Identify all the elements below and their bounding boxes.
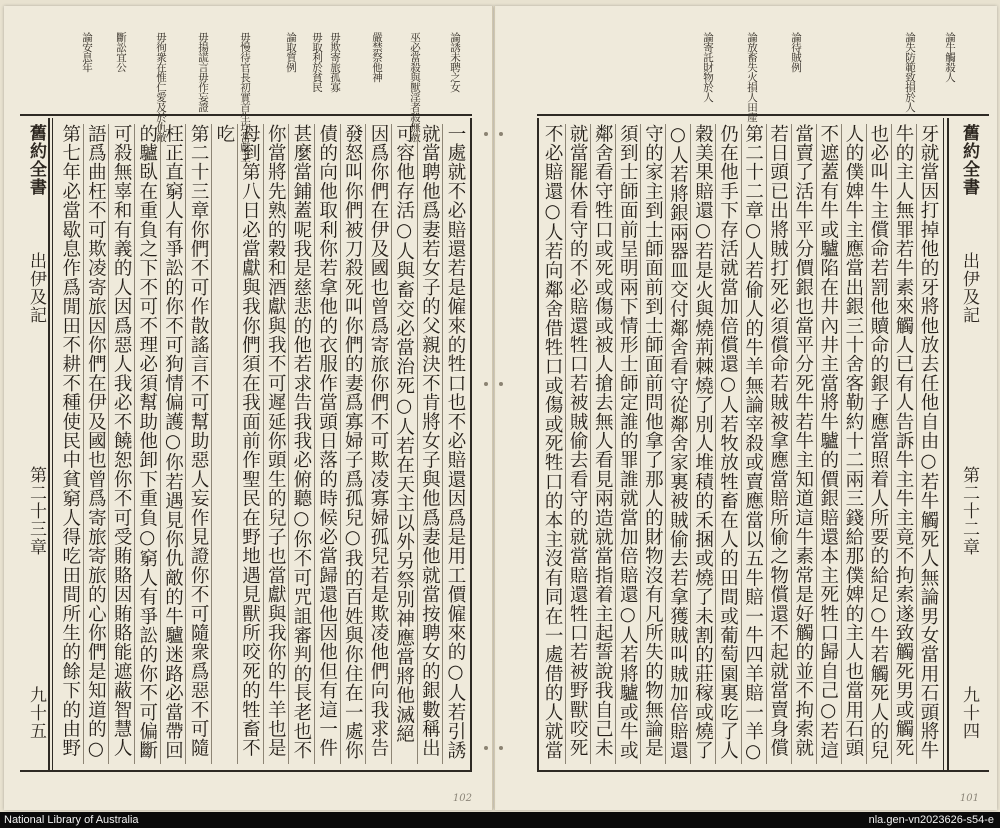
text-column: 若日頭已出將賊打死必須償命若賊被拿應當賠所偷之物償還不起就當賣身償	[766, 124, 791, 764]
right-border	[470, 118, 472, 770]
margin-note: 毋揚謊言毋作妄證	[197, 32, 209, 112]
margin-note: 毋徇衆在惟仁愛及於仇敵	[155, 32, 167, 142]
right-page	[494, 6, 997, 810]
header-rule	[48, 118, 50, 770]
page-number: 九十五	[26, 686, 46, 740]
text-column: 第七年必當歇息作爲閒田不耕不種使民中貧窮人得吃田間所生的餘下的由野	[59, 124, 81, 758]
text-column: 債的向他取利你若拿他的衣服作當頭日落的時候必當歸還他因他但有這一件	[314, 124, 340, 764]
text-column: 須到士師面前呈明兩下情形士師定誰的罪誰就當加倍賠還○人若將驢或牛或	[615, 124, 640, 764]
text-column: 語爲曲枉不可欺凌寄旅因你們在伊及國也曾爲寄旅寄旅的心你們是知道的○	[83, 124, 109, 764]
text-column: ○人若將銀兩器皿交付鄰舍看守從鄰舍家裏被賊偷去若拿獲賊叫賊加倍賠還	[665, 124, 690, 764]
margin-note: 論失防範致損於人	[904, 32, 916, 112]
text-column: 人的僕婢牛主應當出銀三十舍客勒約十二兩三錢給那僕婢的主人也當用石頭	[841, 124, 866, 764]
pencil-folio: 102	[452, 793, 472, 804]
text-column: 不必賠還○人若向鄰舍借牲口或傷或死牲口的本主沒有同在一處借的人就當	[542, 124, 564, 761]
text-columns	[58, 124, 468, 764]
item-identifier: nla.gen-vn2023626-s54-e	[868, 814, 994, 826]
bottom-rule	[20, 770, 472, 772]
book-title: 舊約全書	[959, 124, 979, 196]
binding-hole	[484, 382, 488, 386]
text-column: 一處就不必賠還若是僱來的牲口也不必賠還因爲是用工價僱來的○人若引誘	[442, 124, 468, 764]
archive-footer	[0, 812, 1000, 828]
margin-note: 毋取利於貧民	[311, 32, 323, 92]
text-column: 第二十三章你們不可作散謠言不可幫助惡人妄作見證你不可隨衆爲惡不可隨	[185, 124, 211, 764]
chapter-ref: 出伊及記	[959, 252, 979, 324]
text-column: 就當罷休看守的不必賠還牲口若被賊偷去看守的就當賠還牲口若被野獸咬死	[565, 124, 590, 764]
text-column: 也必叫牛主償命若罰他贖命的銀子應當照着人所要的給足○牛若觸死人的兒	[866, 124, 891, 764]
page-number: 九十四	[959, 686, 979, 740]
text-column: 枉正直窮人有爭訟的你不可狗情偏護○你若遇見你仇敵的牛驢迷路必當帶回	[160, 124, 186, 764]
chapter-number: 第二十三章	[26, 466, 46, 556]
margin-note: 論誘未聘之女	[449, 32, 461, 92]
binding-hole	[499, 746, 503, 750]
binding-hole	[484, 746, 488, 750]
chapter-ref: 出伊及記	[26, 252, 46, 324]
margin-note: 毋慢待官長初實首生均當獻主	[239, 32, 251, 162]
margin-note: 論安息年	[81, 32, 93, 72]
margin-note: 毋欺寄旅孤寡	[329, 32, 341, 92]
text-column: 當賣了活牛平分價銀也當平分死牛若牛主知道這牛素常是好觸的並不拘索就	[791, 124, 816, 764]
book-title: 舊約全書	[26, 124, 46, 196]
left-border	[537, 118, 539, 770]
pencil-folio: 101	[959, 793, 979, 804]
text-columns	[541, 124, 941, 764]
top-rule	[20, 114, 472, 116]
header-rule-inner	[52, 118, 53, 770]
text-column: 穀美果賠還○若是火與燒荊棘燒了別人堆積的禾捆或燒了未割的莊稼或燒了	[690, 124, 715, 764]
header-rule	[947, 118, 949, 770]
header-rule-inner	[943, 118, 944, 770]
text-column: 就當聘他爲妻若女子的父親決不肯將女子與他爲妻他就當按聘女的銀數稱出	[417, 124, 443, 764]
text-column: 不遮蓋有牛或驢陷在井內井主當將牛驢的價銀賠還本主死牲口歸自己○若這	[816, 124, 841, 764]
margin-note: 論寄託財物於人	[702, 32, 714, 102]
margin-note: 巫必當殺與獸淫者殺無赦	[409, 32, 421, 142]
text-column: 因爲你們在伊及國也曾爲寄旅你們不可欺凌寡婦孤兒若是欺凌他們向我求告	[365, 124, 391, 764]
text-column: 發怒叫你們被刀殺死叫你們的妻爲寡婦子爲孤兒○我的百姓與你住在一處你	[340, 124, 366, 764]
text-column: 可容他存活○人與畜交必當治死○人若在天主以外另祭別神應當將他滅絕	[391, 124, 417, 764]
margin-note: 論牛觸殺人	[944, 32, 956, 82]
chapter-number: 第二十二章	[959, 466, 979, 556]
library-credit: National Library of Australia	[4, 814, 139, 826]
binding-hole	[499, 132, 503, 136]
text-column: 牙就當因打掉他的牙將他放去任他自由○若牛觸死人無論男女當用石頭將牛	[916, 124, 941, 764]
bottom-rule	[537, 770, 989, 772]
left-page	[4, 6, 493, 810]
text-column: 你當將先熟的穀和酒獻與我不可遲延你頭生的兒子也當獻與我你的牛羊也是	[263, 124, 289, 764]
text-column: 吃	[211, 124, 237, 764]
text-column: 鄰舍看守牲口或死或傷或被人搶去無人看見兩造就當指着主起誓說我自己未	[590, 124, 615, 764]
text-column: 守的家主到士師面前到士師面前問他拿了那人的財物沒有凡所失的物無論是	[640, 124, 665, 764]
margin-note: 斷訟宜公	[115, 32, 127, 72]
binding-hole	[484, 132, 488, 136]
margin-note: 嚴禁祭他神	[371, 32, 383, 82]
text-column: 的驢臥在重負之下不可不理必須幫助他卸下重負○窮人有爭訟的你不可偏斷	[134, 124, 160, 764]
text-column: 第二十二章○人若偷人的牛羊無論宰殺或賣應當以五牛賠一牛四羊賠一羊○	[741, 124, 766, 764]
text-column: 可殺無辜和有義的人因爲惡人我必不饒恕你不可受賄賂因賄賂能遮蔽智慧人	[108, 124, 134, 764]
text-column: 母到第八日必當獻與我你們須在我面前作聖民在野地遇見獸所咬死的牲畜不	[237, 124, 263, 764]
margin-note: 論待賊例	[790, 32, 802, 72]
text-column: 仍在他手下存活就當加倍償還○人若牧放牲畜在人的田間或葡萄園裏吃了人	[715, 124, 740, 764]
text-column: 牛的主人無罪若牛素來觸人已有人告訴牛主牛主竟不拘索遂致觸死男或觸死	[891, 124, 916, 764]
top-rule	[537, 114, 989, 116]
margin-note: 論取質例	[285, 32, 297, 72]
margin-note: 論放畜失火損人田產	[746, 32, 758, 122]
text-column: 甚麼當鋪蓋呢我是慈悲的他若求告我我必俯聽○你不可咒詛審判的長老也不	[288, 124, 314, 764]
binding-hole	[499, 382, 503, 386]
